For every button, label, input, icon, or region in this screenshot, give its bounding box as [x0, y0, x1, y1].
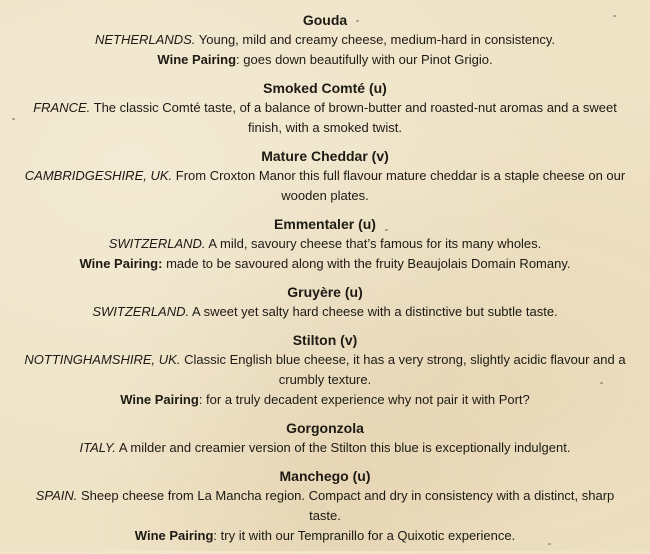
item-description-text: A milder and creamier version of the Stilton this blue is exceptionally indulgent. — [118, 440, 571, 455]
menu-item-emmentaler — [0, 214, 650, 274]
paper-speck — [356, 20, 359, 22]
item-description-text: A sweet yet salty hard cheese with a distinctive but subtle taste. — [192, 304, 558, 319]
item-name: Manchego (u) — [279, 468, 371, 484]
wine-pairing-text: : for a truly decadent experience why not pair it with Port? — [198, 392, 530, 407]
wine-pairing-label: Wine Pairing: — [79, 256, 163, 271]
item-origin: SWITZERLAND. — [108, 236, 206, 251]
item-description — [0, 350, 650, 390]
item-description — [0, 98, 650, 138]
item-name: Emmentaler (u) — [274, 216, 376, 232]
item-description — [0, 302, 650, 322]
cheese-menu — [0, 10, 650, 554]
paper-speck — [548, 543, 551, 545]
item-description-text: The classic Comté taste, of a balance of brown-butter and roasted-nut aromas and a sweet finish, with a smoked twist. — [93, 100, 617, 135]
paper-speck — [12, 118, 15, 120]
menu-item-manchego — [0, 466, 650, 546]
wine-pairing-text: made to be savoured along with the fruity Beaujolais Domain Romany. — [162, 256, 571, 271]
wine-pairing-text: : try it with our Tempranillo for a Quixotic experience. — [213, 528, 516, 543]
item-description-text: A mild, savoury cheese that’s famous for its many wholes. — [208, 236, 542, 251]
item-description-text: Classic English blue cheese, it has a very strong, slightly acidic flavour and a crumbly texture. — [184, 352, 626, 387]
item-name: Gouda — [302, 12, 348, 28]
item-origin: NETHERLANDS. — [94, 32, 196, 47]
wine-pairing-label: Wine Pairing — [157, 52, 237, 67]
item-origin: CAMBRIDGESHIRE, UK. — [24, 168, 173, 183]
paper-speck — [613, 15, 616, 17]
wine-pairing — [0, 254, 650, 274]
item-origin: NOTTINGHAMSHIRE, UK. — [24, 352, 181, 367]
menu-item-stilton — [0, 330, 650, 410]
wine-pairing — [0, 50, 650, 70]
item-name: Gorgonzola — [286, 420, 364, 436]
item-description — [0, 438, 650, 458]
item-origin: FRANCE. — [33, 100, 91, 115]
item-name: Gruyère (u) — [287, 284, 363, 300]
item-description-text: Sheep cheese from La Mancha region. Compact and dry in consistency with a distinct, sharp taste. — [81, 488, 615, 523]
wine-pairing-label: Wine Pairing — [134, 528, 214, 543]
wine-pairing-label: Wine Pairing — [120, 392, 199, 407]
item-description-text: Young, mild and creamy cheese, medium-hard in consistency. — [198, 32, 556, 47]
item-origin: SPAIN. — [35, 488, 78, 503]
menu-item-gouda — [0, 10, 650, 70]
paper-speck — [385, 229, 388, 231]
wine-pairing — [0, 390, 650, 410]
wine-pairing-text: : goes down beautifully with our Pinot Grigio. — [236, 52, 493, 67]
menu-item-mature-cheddar — [0, 146, 650, 206]
menu-item-gruyere — [0, 282, 650, 322]
item-description — [0, 30, 650, 50]
item-description-text: From Croxton Manor this full flavour mature cheddar is a staple cheese on our wooden plates. — [175, 168, 626, 203]
item-description — [0, 486, 650, 526]
item-description — [0, 166, 650, 206]
item-name: Stilton (v) — [292, 332, 358, 348]
item-name: Mature Cheddar (v) — [261, 148, 389, 164]
wine-pairing — [0, 526, 650, 546]
menu-item-smoked-comte — [0, 78, 650, 138]
paper-speck — [600, 382, 603, 384]
item-name: Smoked Comté (u) — [263, 80, 387, 96]
item-description — [0, 234, 650, 254]
item-origin: SWITZERLAND. — [92, 304, 190, 319]
item-origin: ITALY. — [79, 440, 116, 455]
menu-item-gorgonzola — [0, 418, 650, 458]
